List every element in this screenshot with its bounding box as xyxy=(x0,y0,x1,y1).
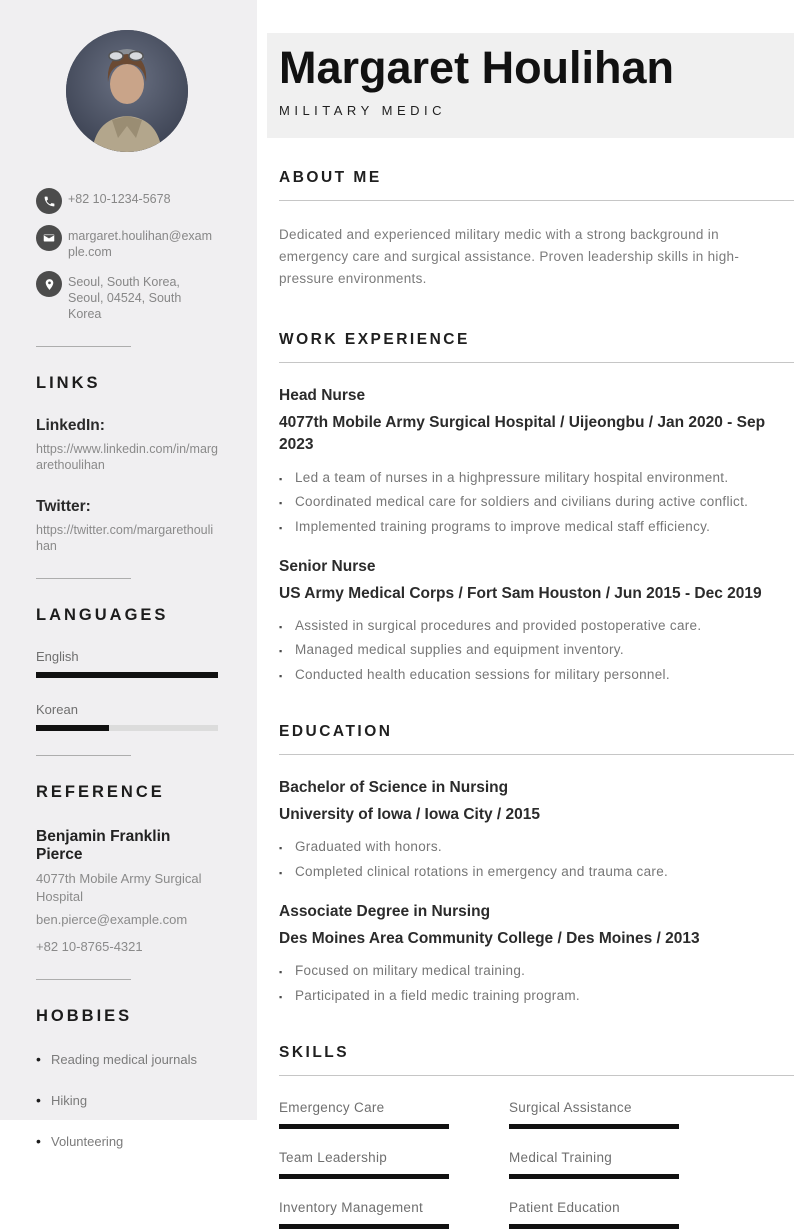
hobbies-heading: HOBBIES xyxy=(36,1007,133,1026)
skill-name: Patient Education xyxy=(509,1199,620,1215)
skill-level-bar xyxy=(509,1174,679,1179)
person-job-title: MILITARY MEDIC xyxy=(279,103,447,118)
about-text: Dedicated and experienced military medic with a strong background in emergency care and surgical assistance. Proven leadership skills in high-pressure environments. xyxy=(279,227,740,286)
degree-title: Bachelor of Science in Nursing xyxy=(279,778,509,796)
job-bullet: ▪ Implemented training programs to improve medical staff efficiency. xyxy=(279,519,794,534)
skill-item xyxy=(509,1150,679,1179)
contact-phone-row xyxy=(36,188,218,214)
resume-main xyxy=(257,0,794,1215)
link-item-twitter xyxy=(36,498,218,555)
twitter-url[interactable]: https://twitter.com/margarethoulihan xyxy=(36,522,214,553)
work-experience-heading: WORK EXPERIENCE xyxy=(279,331,794,363)
contact-section xyxy=(36,188,218,322)
education-entry xyxy=(279,779,794,879)
job-bullet: ▪ Coordinated medical care for soldiers and civilians during active conflict. xyxy=(279,494,794,509)
hobby-item: • Reading medical journals xyxy=(36,1052,218,1067)
degree-bullet: ▪ Graduated with honors. xyxy=(279,839,794,854)
hobby-item: • Volunteering xyxy=(36,1134,218,1149)
skill-level-bar xyxy=(509,1224,679,1229)
hobby-item: • Hiking xyxy=(36,1093,218,1108)
skill-name: Surgical Assistance xyxy=(509,1099,632,1115)
skill-level-bar xyxy=(509,1124,679,1129)
job-title: Head Nurse xyxy=(279,386,366,404)
skill-level-bar xyxy=(279,1174,449,1179)
job-entry xyxy=(279,558,794,682)
phone-icon xyxy=(36,188,62,214)
skills-grid xyxy=(279,1100,794,1229)
job-bullets xyxy=(279,470,794,534)
education-heading: EDUCATION xyxy=(279,723,794,755)
profile-photo xyxy=(66,30,188,152)
reference-phone: +82 10-8765-4321 xyxy=(36,938,143,954)
skill-item xyxy=(279,1150,449,1179)
language-item xyxy=(36,649,218,678)
degree-title: Associate Degree in Nursing xyxy=(279,902,491,920)
skills-heading: SKILLS xyxy=(279,1044,794,1076)
language-item xyxy=(36,702,218,731)
job-entry xyxy=(279,387,794,534)
language-level-track xyxy=(36,672,218,678)
degree-meta: University of Iowa / Iowa City / 2015 xyxy=(279,805,541,823)
job-bullet: ▪ Assisted in surgical procedures and provided postoperative care. xyxy=(279,618,794,633)
location-pin-icon xyxy=(36,271,62,297)
job-bullets xyxy=(279,618,794,682)
contact-address-row xyxy=(36,271,218,322)
languages-heading: LANGUAGES xyxy=(36,606,169,625)
job-bullet: ▪ Managed medical supplies and equipment inventory. xyxy=(279,642,794,657)
hobbies-list xyxy=(36,1052,218,1149)
reference-name: Benjamin Franklin Pierce xyxy=(36,828,171,864)
skill-item xyxy=(509,1100,679,1129)
language-level-track xyxy=(36,725,218,731)
about-heading: ABOUT ME xyxy=(279,169,794,201)
links-heading: LINKS xyxy=(36,374,101,393)
linkedin-label: LinkedIn: xyxy=(36,417,105,435)
reference-organization: 4077th Mobile Army Surgical Hospital xyxy=(36,871,202,904)
header-band xyxy=(267,33,794,138)
skill-level-bar xyxy=(279,1124,449,1129)
address-text: Seoul, South Korea, Seoul, 04524, South Korea xyxy=(68,275,182,321)
language-level-bar xyxy=(36,672,218,678)
sidebar-divider xyxy=(36,578,131,579)
email-address[interactable]: margaret.houlihan@example.com xyxy=(68,229,213,259)
language-name: English xyxy=(36,649,79,665)
linkedin-url[interactable]: https://www.linkedin.com/in/margarethoulihan xyxy=(36,442,219,473)
degree-bullet: ▪ Participated in a field medic training program. xyxy=(279,988,794,1003)
job-title: Senior Nurse xyxy=(279,557,376,575)
skill-level-bar xyxy=(279,1224,449,1229)
profile-photo-image xyxy=(66,30,188,152)
education-entry xyxy=(279,903,794,1003)
skill-name: Team Leadership xyxy=(279,1149,388,1165)
contact-email-row xyxy=(36,225,218,260)
language-name: Korean xyxy=(36,702,78,718)
job-bullet: ▪ Conducted health education sessions for military personnel. xyxy=(279,667,794,682)
degree-bullets xyxy=(279,839,794,879)
sidebar-divider xyxy=(36,346,131,347)
main-content xyxy=(257,169,794,1229)
envelope-icon xyxy=(36,225,62,251)
language-level-bar xyxy=(36,725,109,731)
skill-item xyxy=(279,1200,449,1229)
sidebar-divider xyxy=(36,755,131,756)
degree-bullet: ▪ Completed clinical rotations in emergency and trauma care. xyxy=(279,864,794,879)
skill-item xyxy=(279,1100,449,1129)
reference-email[interactable]: ben.pierce@example.com xyxy=(36,912,188,928)
degree-meta: Des Moines Area Community College / Des Moines / 2013 xyxy=(279,929,700,947)
phone-number: +82 10-1234-5678 xyxy=(68,192,171,206)
twitter-label: Twitter: xyxy=(36,497,91,515)
sidebar-divider xyxy=(36,979,131,980)
skill-item xyxy=(509,1200,679,1229)
degree-bullet: ▪ Focused on military medical training. xyxy=(279,963,794,978)
link-item-linkedin xyxy=(36,417,218,474)
skill-name: Emergency Care xyxy=(279,1099,385,1115)
reference-heading: REFERENCE xyxy=(36,783,165,802)
job-meta: US Army Medical Corps / Fort Sam Houston / Jun 2015 - Dec 2019 xyxy=(279,584,762,602)
person-name: Margaret Houlihan xyxy=(279,42,675,93)
skill-name: Inventory Management xyxy=(279,1199,424,1215)
skill-name: Medical Training xyxy=(509,1149,613,1165)
degree-bullets xyxy=(279,963,794,1003)
job-meta: 4077th Mobile Army Surgical Hospital / Uijeongbu / Jan 2020 - Sep 2023 xyxy=(279,413,766,454)
job-bullet: ▪ Led a team of nurses in a highpressure military hospital environment. xyxy=(279,470,794,485)
sidebar xyxy=(0,0,257,1150)
